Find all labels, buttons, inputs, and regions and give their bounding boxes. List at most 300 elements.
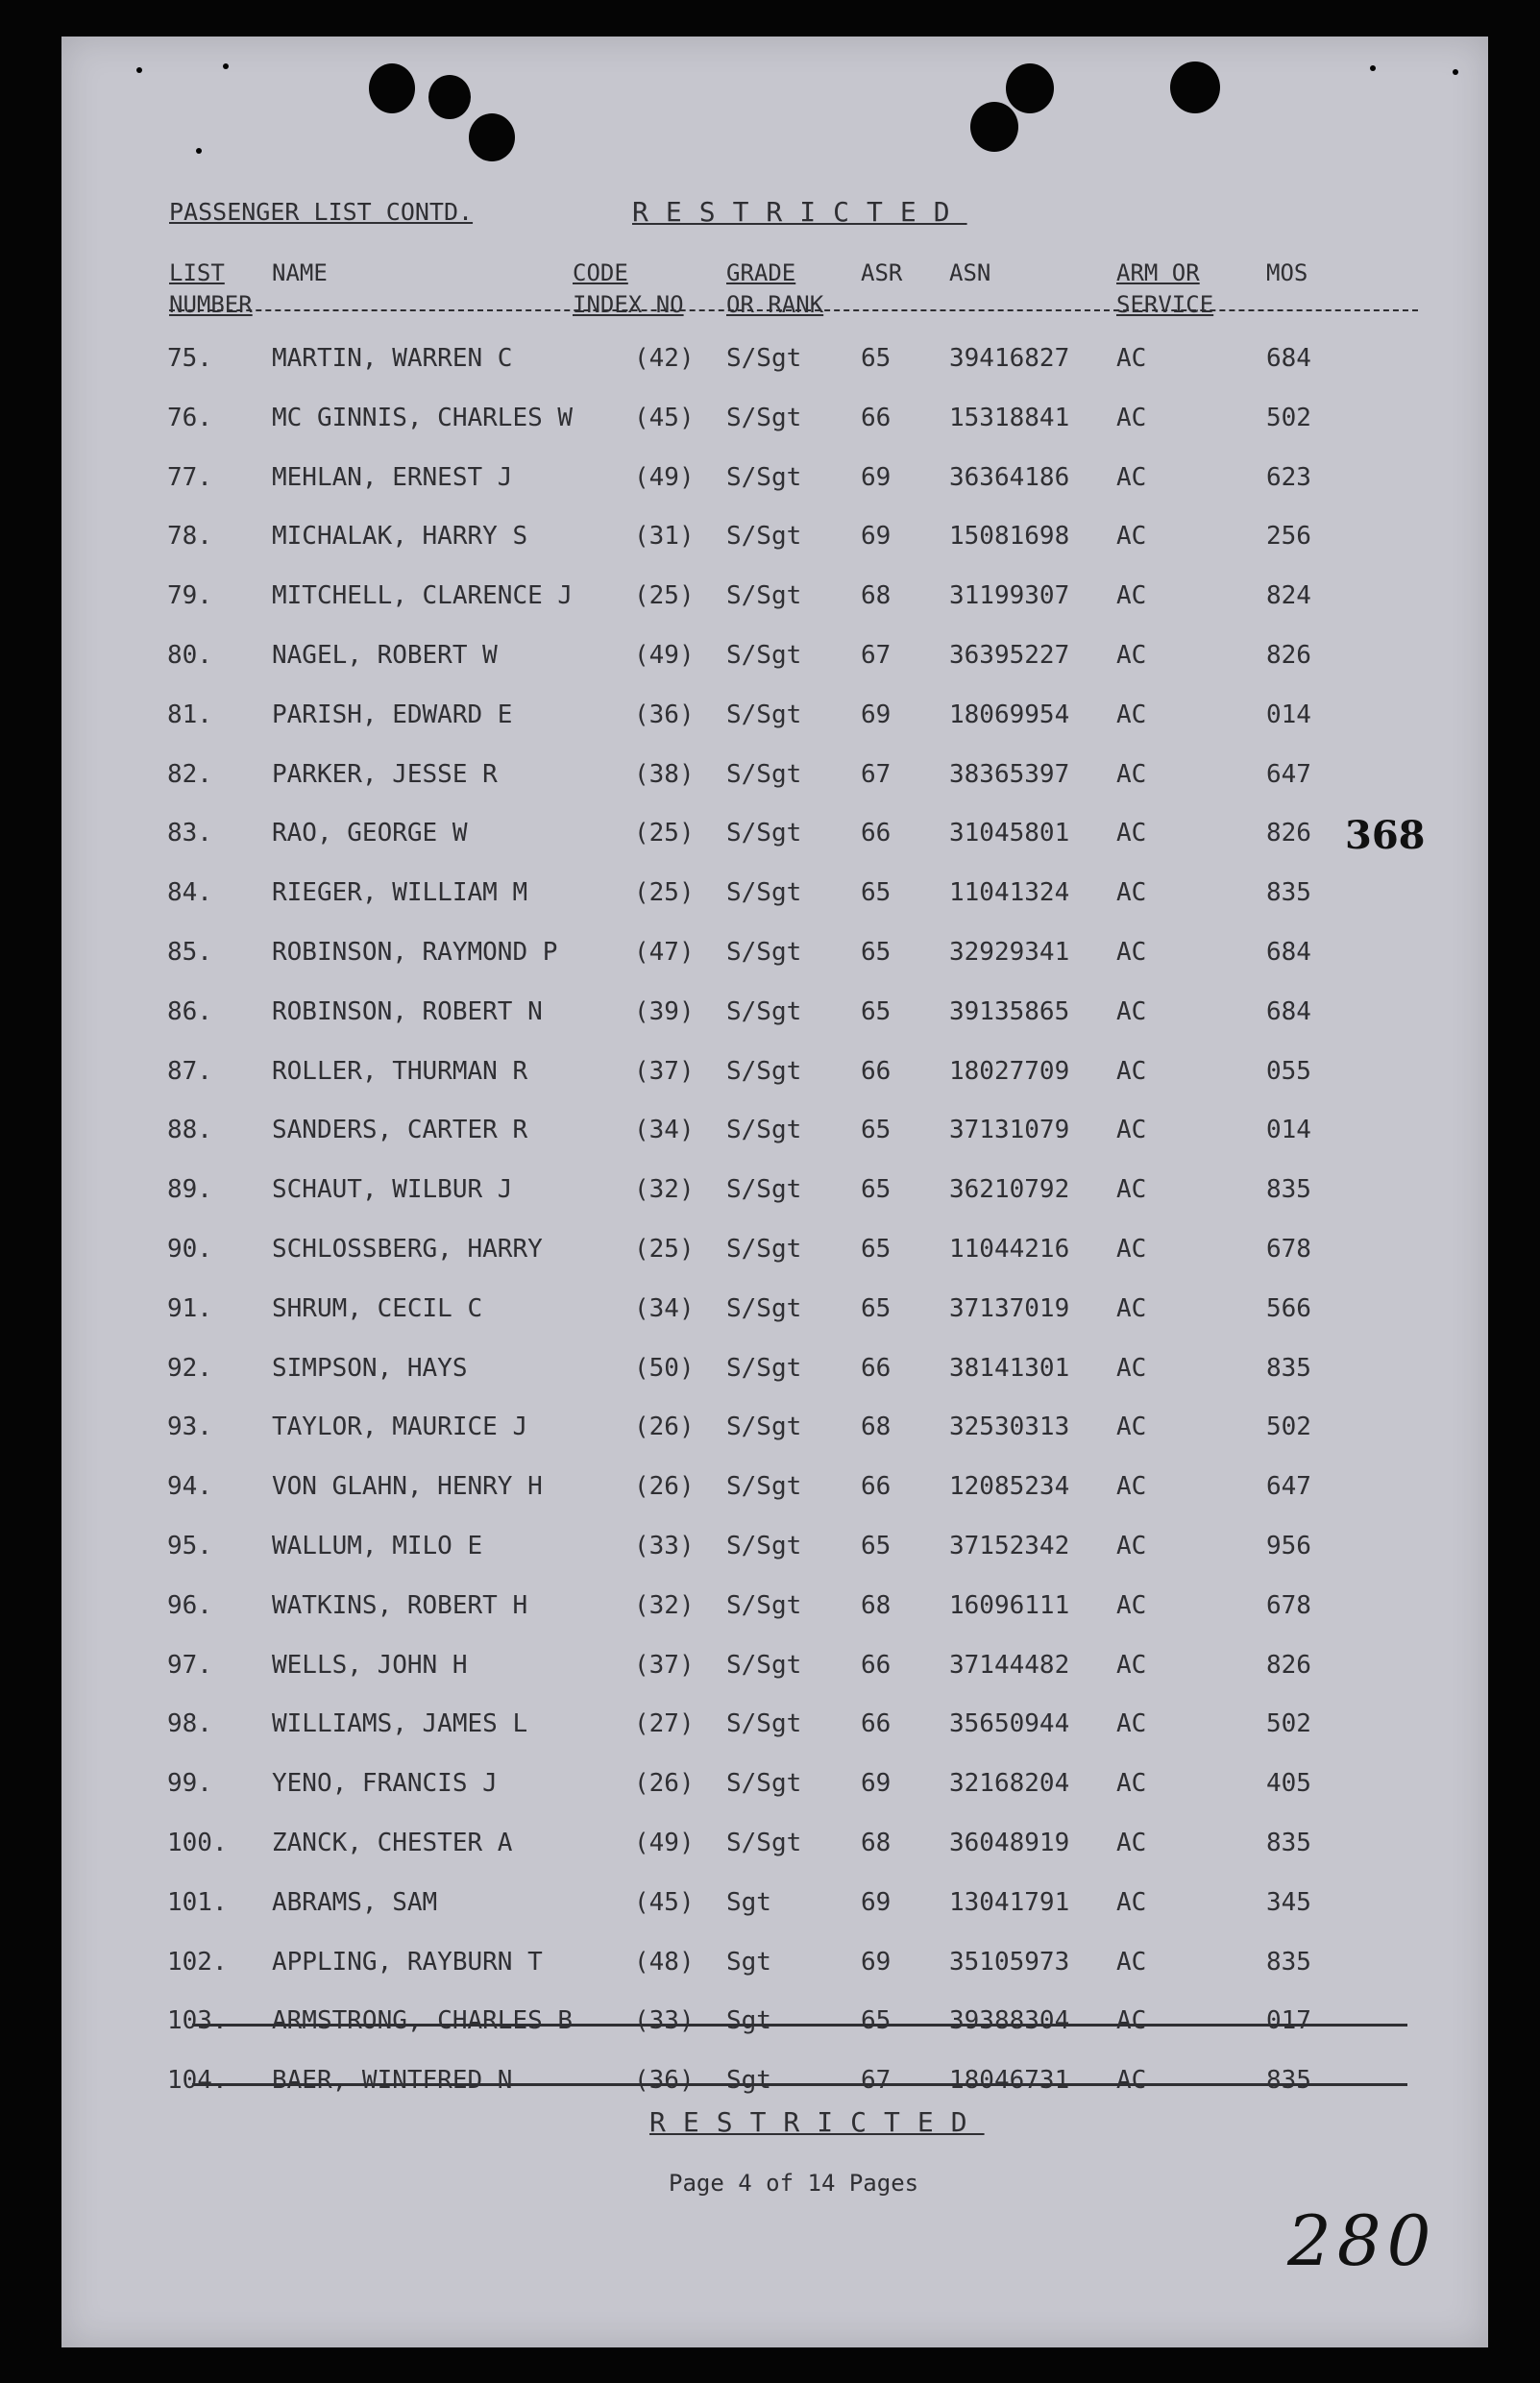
cell-grade: Sgt: [726, 1887, 771, 1917]
cell-grade: S/Sgt: [726, 641, 802, 670]
col-code-line2: INDEX NO: [573, 291, 684, 318]
cell-arm: AC: [1116, 1175, 1147, 1205]
col-asn: [949, 258, 990, 289]
cell-code: (36): [634, 700, 695, 729]
cell-grade: S/Sgt: [726, 462, 802, 492]
cell-grade: S/Sgt: [726, 1769, 802, 1799]
cell-name: MICHALAK, HARRY S: [272, 522, 528, 552]
cell-code: (49): [634, 1829, 695, 1857]
cell-grade: S/Sgt: [726, 700, 802, 729]
cell-asr: 65: [861, 1293, 892, 1323]
punch-hole: [1170, 61, 1220, 113]
table-row: [0, 1116, 1540, 1154]
cell-arm: AC: [1116, 1472, 1147, 1502]
cell-code: (26): [634, 1413, 695, 1442]
table-row: [0, 760, 1540, 798]
table-row: [0, 1888, 1540, 1927]
cell-grade: S/Sgt: [726, 581, 802, 611]
cell-asn: 36048919: [949, 1829, 1070, 1857]
cell-arm: AC: [1116, 1709, 1147, 1739]
cell-name: SCHLOSSBERG, HARRY: [272, 1235, 543, 1264]
cell-grade: Sgt: [726, 2006, 771, 2036]
cell-name: SCHAUT, WILBUR J: [272, 1175, 513, 1205]
cell-grade: S/Sgt: [726, 1293, 802, 1323]
punch-hole: [469, 113, 515, 161]
speck: [136, 67, 142, 73]
cell-name: WELLS, JOHN H: [272, 1650, 468, 1680]
cell-code: (33): [634, 2006, 695, 2036]
cell-name: NAGEL, ROBERT W: [272, 641, 498, 670]
cell-name: MARTIN, WARREN C: [272, 344, 513, 373]
cell-asr: 69: [861, 462, 892, 492]
cell-num: 93.: [167, 1413, 212, 1442]
col-asr: [861, 258, 902, 289]
cell-asr: 66: [861, 1056, 892, 1086]
cell-arm: AC: [1116, 996, 1147, 1026]
cell-grade: S/Sgt: [726, 1353, 802, 1383]
cell-asn: 32929341: [949, 938, 1070, 967]
cell-num: 99.: [167, 1769, 212, 1799]
cell-grade: S/Sgt: [726, 1650, 802, 1680]
cell-num: 95.: [167, 1532, 212, 1560]
cell-mos: 684: [1266, 344, 1311, 373]
cell-asr: 65: [861, 938, 892, 967]
cell-arm: AC: [1116, 581, 1147, 611]
table-row: [0, 1175, 1540, 1214]
cell-arm: AC: [1116, 1056, 1147, 1086]
cell-mos: 826: [1266, 819, 1311, 848]
cell-grade: S/Sgt: [726, 1235, 802, 1264]
cell-mos: 502: [1266, 1709, 1311, 1739]
cell-code: (26): [634, 1472, 695, 1502]
cell-mos: 647: [1266, 1472, 1311, 1502]
stamp-number: 368: [1345, 813, 1426, 858]
table-row: [0, 1769, 1540, 1807]
cell-asn: 13041791: [949, 1887, 1070, 1917]
header-rule: [169, 309, 1418, 311]
cell-num: 92.: [167, 1353, 212, 1383]
cell-asr: 66: [861, 1353, 892, 1383]
cell-num: 97.: [167, 1650, 212, 1680]
table-row: [0, 1948, 1540, 1986]
cell-num: 102.: [167, 1947, 228, 1977]
cell-code: (47): [634, 938, 695, 967]
page-indicator: Page 4 of 14 Pages: [669, 2170, 919, 2197]
cell-mos: 502: [1266, 403, 1311, 432]
cell-grade: S/Sgt: [726, 1413, 802, 1442]
col-grade-line1: GRADE: [726, 259, 796, 286]
cell-code: (34): [634, 1293, 695, 1323]
table-row: [0, 1294, 1540, 1333]
cell-mos: 826: [1266, 1650, 1311, 1680]
cell-asr: 69: [861, 1887, 892, 1917]
table-row: [0, 344, 1540, 382]
cell-num: 104.: [167, 2066, 228, 2096]
cell-mos: 014: [1266, 700, 1311, 729]
cell-mos: 345: [1266, 1887, 1311, 1917]
col-list-number-line2: NUMBER: [169, 291, 253, 318]
cell-asr: 69: [861, 1947, 892, 1977]
cell-asr: 67: [861, 759, 892, 789]
cell-name: APPLING, RAYBURN T: [272, 1947, 543, 1977]
cell-name: TAYLOR, MAURICE J: [272, 1413, 528, 1442]
cell-code: (36): [634, 2066, 695, 2096]
cell-name: WILLIAMS, JAMES L: [272, 1709, 528, 1739]
cell-asn: 39388304: [949, 2006, 1070, 2036]
col-list-number-line1: LIST: [169, 259, 225, 286]
cell-asn: 15081698: [949, 522, 1070, 552]
cell-grade: S/Sgt: [726, 1829, 802, 1857]
col-name-label: NAME: [272, 259, 328, 286]
cell-code: (49): [634, 641, 695, 670]
cell-arm: AC: [1116, 1413, 1147, 1442]
cell-name: ZANCK, CHESTER A: [272, 1829, 513, 1857]
cell-code: (25): [634, 878, 695, 908]
cell-mos: 956: [1266, 1532, 1311, 1560]
cell-num: 80.: [167, 641, 212, 670]
table-row: [0, 997, 1540, 1036]
cell-num: 87.: [167, 1056, 212, 1086]
cell-name: PARKER, JESSE R: [272, 759, 498, 789]
cell-num: 76.: [167, 403, 212, 432]
cell-name: WALLUM, MILO E: [272, 1532, 483, 1560]
cell-asn: 39135865: [949, 996, 1070, 1026]
cell-arm: AC: [1116, 2066, 1147, 2096]
table-row: [0, 1413, 1540, 1451]
punch-hole: [369, 63, 415, 113]
cell-asr: 68: [861, 1590, 892, 1620]
cell-asr: 66: [861, 403, 892, 432]
cell-mos: 502: [1266, 1413, 1311, 1442]
cell-grade: S/Sgt: [726, 1590, 802, 1620]
cell-grade: S/Sgt: [726, 1472, 802, 1502]
cell-mos: 826: [1266, 641, 1311, 670]
table-row: [0, 1472, 1540, 1511]
handwritten-number: 280: [1287, 2200, 1437, 2281]
cell-code: (50): [634, 1353, 695, 1383]
col-arm-line2: SERVICE: [1116, 291, 1214, 318]
cell-num: 103.: [167, 2006, 228, 2036]
cell-num: 100.: [167, 1829, 228, 1857]
col-mos: [1266, 258, 1308, 289]
col-name: [272, 258, 328, 289]
cell-mos: 014: [1266, 1116, 1311, 1145]
cell-asr: 68: [861, 1829, 892, 1857]
cell-arm: AC: [1116, 1887, 1147, 1917]
cell-num: 101.: [167, 1887, 228, 1917]
cell-asr: 65: [861, 2006, 892, 2036]
punch-hole: [428, 75, 471, 119]
cell-code: (42): [634, 344, 695, 373]
header-restricted: RESTRICTED: [632, 196, 967, 228]
cell-code: (33): [634, 1532, 695, 1560]
cell-arm: AC: [1116, 1947, 1147, 1977]
cell-arm: AC: [1116, 938, 1147, 967]
table-row: [0, 1829, 1540, 1867]
cell-grade: S/Sgt: [726, 878, 802, 908]
cell-asn: 36364186: [949, 462, 1070, 492]
cell-mos: 835: [1266, 878, 1311, 908]
cell-name: RAO, GEORGE W: [272, 819, 468, 848]
table-row: [0, 1057, 1540, 1095]
cell-code: (27): [634, 1709, 695, 1739]
cell-mos: 684: [1266, 938, 1311, 967]
cell-num: 94.: [167, 1472, 212, 1502]
cell-asn: 16096111: [949, 1590, 1070, 1620]
speck: [1370, 65, 1376, 71]
cell-code: (48): [634, 1947, 695, 1977]
cell-name: SIMPSON, HAYS: [272, 1353, 468, 1383]
table-row: [0, 700, 1540, 739]
cell-grade: S/Sgt: [726, 403, 802, 432]
cell-code: (31): [634, 522, 695, 552]
table-row: [0, 581, 1540, 620]
cell-code: (37): [634, 1650, 695, 1680]
cell-mos: 623: [1266, 462, 1311, 492]
cell-asr: 65: [861, 996, 892, 1026]
cell-num: 90.: [167, 1235, 212, 1264]
cell-mos: 678: [1266, 1590, 1311, 1620]
cell-mos: 835: [1266, 1353, 1311, 1383]
strike-line: [192, 2083, 1407, 2086]
cell-grade: S/Sgt: [726, 522, 802, 552]
cell-name: SANDERS, CARTER R: [272, 1116, 528, 1145]
table-row: [0, 463, 1540, 502]
cell-asr: 67: [861, 2066, 892, 2096]
cell-arm: AC: [1116, 759, 1147, 789]
table-row: [0, 404, 1540, 442]
cell-asn: 31199307: [949, 581, 1070, 611]
cell-name: VON GLAHN, HENRY H: [272, 1472, 543, 1502]
speck: [196, 148, 202, 154]
cell-mos: 835: [1266, 1947, 1311, 1977]
cell-mos: 678: [1266, 1235, 1311, 1264]
cell-grade: S/Sgt: [726, 1175, 802, 1205]
cell-asn: 36210792: [949, 1175, 1070, 1205]
cell-name: YENO, FRANCIS J: [272, 1769, 498, 1799]
cell-code: (26): [634, 1769, 695, 1799]
cell-arm: AC: [1116, 1769, 1147, 1799]
cell-asn: 35105973: [949, 1947, 1070, 1977]
cell-num: 96.: [167, 1590, 212, 1620]
cell-asr: 67: [861, 641, 892, 670]
cell-num: 98.: [167, 1709, 212, 1739]
cell-asn: 12085234: [949, 1472, 1070, 1502]
cell-grade: S/Sgt: [726, 996, 802, 1026]
cell-arm: AC: [1116, 403, 1147, 432]
cell-num: 89.: [167, 1175, 212, 1205]
cell-code: (34): [634, 1116, 695, 1145]
cell-name: MEHLAN, ERNEST J: [272, 462, 513, 492]
cell-code: (37): [634, 1056, 695, 1086]
cell-mos: 684: [1266, 996, 1311, 1026]
cell-num: 85.: [167, 938, 212, 967]
cell-mos: 835: [1266, 1175, 1311, 1205]
cell-num: 82.: [167, 759, 212, 789]
col-grade: [726, 258, 823, 321]
cell-asn: 32168204: [949, 1769, 1070, 1799]
cell-asn: 18046731: [949, 2066, 1070, 2096]
punch-hole: [970, 102, 1018, 152]
cell-code: (32): [634, 1175, 695, 1205]
col-code-line1: CODE: [573, 259, 628, 286]
cell-asn: 31045801: [949, 819, 1070, 848]
cell-asr: 69: [861, 522, 892, 552]
cell-grade: S/Sgt: [726, 819, 802, 848]
cell-asn: 39416827: [949, 344, 1070, 373]
cell-asn: 37131079: [949, 1116, 1070, 1145]
cell-name: ABRAMS, SAM: [272, 1887, 438, 1917]
cell-asr: 68: [861, 1413, 892, 1442]
cell-asr: 65: [861, 1175, 892, 1205]
cell-mos: 256: [1266, 522, 1311, 552]
table-row: [0, 1591, 1540, 1630]
cell-num: 83.: [167, 819, 212, 848]
cell-mos: 835: [1266, 2066, 1311, 2096]
table-row: [0, 938, 1540, 976]
cell-name: ROBINSON, ROBERT N: [272, 996, 543, 1026]
cell-arm: AC: [1116, 344, 1147, 373]
cell-asn: 15318841: [949, 403, 1070, 432]
cell-asr: 65: [861, 1116, 892, 1145]
cell-code: (45): [634, 1887, 695, 1917]
cell-num: 77.: [167, 462, 212, 492]
cell-asn: 18069954: [949, 700, 1070, 729]
speck: [223, 63, 229, 69]
cell-asn: 37144482: [949, 1650, 1070, 1680]
cell-arm: AC: [1116, 522, 1147, 552]
cell-mos: 647: [1266, 759, 1311, 789]
cell-mos: 824: [1266, 581, 1311, 611]
speck: [1453, 69, 1458, 75]
cell-num: 84.: [167, 878, 212, 908]
cell-arm: AC: [1116, 1650, 1147, 1680]
col-asn-label: ASN: [949, 259, 991, 286]
cell-asr: 66: [861, 1650, 892, 1680]
cell-arm: AC: [1116, 878, 1147, 908]
cell-asn: 37152342: [949, 1532, 1070, 1560]
cell-asn: 38141301: [949, 1353, 1070, 1383]
cell-code: (25): [634, 581, 695, 611]
cell-arm: AC: [1116, 700, 1147, 729]
cell-asr: 65: [861, 1235, 892, 1264]
cell-code: (39): [634, 996, 695, 1026]
cell-asr: 66: [861, 1472, 892, 1502]
table-row: [0, 1532, 1540, 1570]
col-code-index: [573, 258, 684, 321]
cell-num: 81.: [167, 700, 212, 729]
cell-name: WATKINS, ROBERT H: [272, 1590, 528, 1620]
cell-asn: 11044216: [949, 1235, 1070, 1264]
cell-asn: 38365397: [949, 759, 1070, 789]
cell-name: MC GINNIS, CHARLES W: [272, 403, 574, 432]
header-title: PASSENGER LIST CONTD.: [169, 198, 474, 226]
cell-asr: 66: [861, 1709, 892, 1739]
cell-arm: AC: [1116, 1353, 1147, 1383]
col-list-number: [169, 258, 253, 321]
table-row: [0, 1235, 1540, 1273]
cell-mos: 566: [1266, 1293, 1311, 1323]
cell-grade: S/Sgt: [726, 1116, 802, 1145]
table-row: [0, 522, 1540, 560]
punch-hole: [1006, 63, 1054, 113]
cell-name: RIEGER, WILLIAM M: [272, 878, 528, 908]
cell-asr: 68: [861, 581, 892, 611]
cell-mos: 055: [1266, 1056, 1311, 1086]
cell-num: 91.: [167, 1293, 212, 1323]
cell-num: 78.: [167, 522, 212, 552]
cell-name: BAER, WINTFRED N: [272, 2066, 513, 2096]
cell-grade: Sgt: [726, 1947, 771, 1977]
cell-asn: 32530313: [949, 1413, 1070, 1442]
cell-arm: AC: [1116, 2006, 1147, 2036]
cell-code: (49): [634, 462, 695, 492]
cell-code: (32): [634, 1590, 695, 1620]
cell-code: (25): [634, 1235, 695, 1264]
footer-restricted: RESTRICTED: [649, 2106, 985, 2138]
cell-name: SHRUM, CECIL C: [272, 1293, 483, 1323]
cell-num: 79.: [167, 581, 212, 611]
cell-asr: 65: [861, 1532, 892, 1560]
cell-arm: AC: [1116, 1532, 1147, 1560]
cell-grade: S/Sgt: [726, 1056, 802, 1086]
cell-code: (38): [634, 759, 695, 789]
cell-asn: 11041324: [949, 878, 1070, 908]
table-row: [0, 1709, 1540, 1748]
col-arm-line1: ARM OR: [1116, 259, 1200, 286]
cell-asn: 35650944: [949, 1709, 1070, 1739]
cell-grade: S/Sgt: [726, 1532, 802, 1560]
cell-name: ROLLER, THURMAN R: [272, 1056, 528, 1086]
cell-arm: AC: [1116, 1293, 1147, 1323]
cell-num: 86.: [167, 996, 212, 1026]
col-mos-label: MOS: [1266, 259, 1308, 286]
cell-grade: S/Sgt: [726, 1709, 802, 1739]
cell-grade: Sgt: [726, 2066, 771, 2096]
table-row: [0, 641, 1540, 679]
cell-arm: AC: [1116, 1590, 1147, 1620]
cell-mos: 017: [1266, 2006, 1311, 2036]
cell-arm: AC: [1116, 1116, 1147, 1145]
cell-num: 88.: [167, 1116, 212, 1145]
cell-asn: 37137019: [949, 1293, 1070, 1323]
cell-arm: AC: [1116, 462, 1147, 492]
cell-grade: S/Sgt: [726, 344, 802, 373]
cell-asr: 65: [861, 344, 892, 373]
table-row: [0, 1354, 1540, 1392]
cell-name: PARISH, EDWARD E: [272, 700, 513, 729]
table-row: [0, 878, 1540, 917]
cell-asr: 69: [861, 1769, 892, 1799]
cell-code: (45): [634, 403, 695, 432]
cell-name: MITCHELL, CLARENCE J: [272, 581, 574, 611]
cell-grade: S/Sgt: [726, 938, 802, 967]
col-asr-label: ASR: [861, 259, 903, 286]
cell-code: (25): [634, 819, 695, 848]
cell-arm: AC: [1116, 1829, 1147, 1857]
cell-arm: AC: [1116, 1235, 1147, 1264]
cell-num: 75.: [167, 344, 212, 373]
cell-asn: 36395227: [949, 641, 1070, 670]
cell-asr: 66: [861, 819, 892, 848]
cell-name: ARMSTRONG, CHARLES B: [272, 2006, 574, 2036]
table-row: [0, 1651, 1540, 1689]
col-grade-line2: OR RANK: [726, 291, 824, 318]
cell-name: ROBINSON, RAYMOND P: [272, 938, 558, 967]
col-arm-service: [1116, 258, 1213, 321]
cell-asr: 65: [861, 878, 892, 908]
cell-arm: AC: [1116, 641, 1147, 670]
